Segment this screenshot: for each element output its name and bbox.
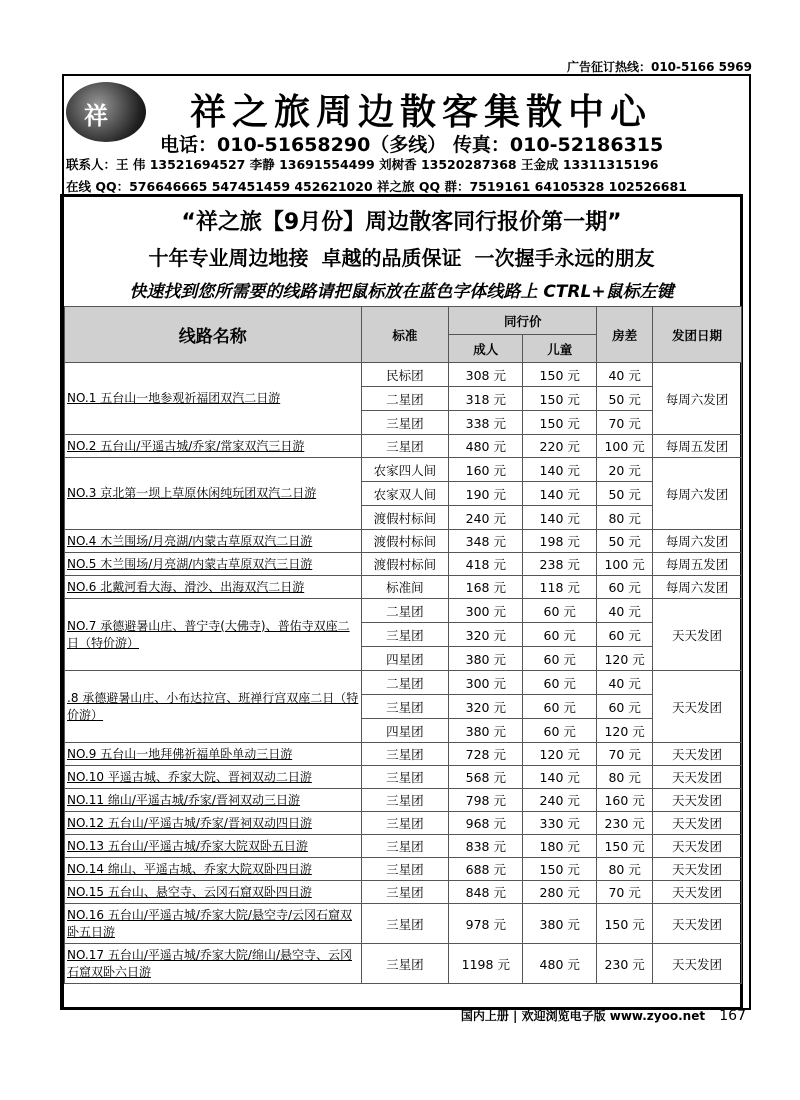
cell-departure: 天天发团	[653, 944, 742, 984]
cell-standard: 渡假村标间	[361, 530, 449, 553]
cell-room: 230 元	[597, 812, 653, 835]
table-row	[65, 363, 742, 387]
table-row	[65, 576, 742, 599]
cell-departure: 天天发团	[653, 599, 742, 671]
cell-standard: 农家双人间	[361, 482, 449, 506]
cell-adult: 380 元	[449, 719, 523, 743]
route-link[interactable]: NO.4 木兰围场/月亮湖/内蒙古草原双汽二日游	[65, 530, 362, 553]
route-link[interactable]: NO.1 五台山一地参观祈福团双汽二日游	[65, 363, 362, 435]
cell-child: 140 元	[523, 506, 597, 530]
cell-room: 50 元	[597, 482, 653, 506]
cell-room: 60 元	[597, 695, 653, 719]
cell-standard: 三星团	[361, 835, 449, 858]
cell-child: 180 元	[523, 835, 597, 858]
cell-adult: 848 元	[449, 881, 523, 904]
cell-departure: 天天发团	[653, 881, 742, 904]
header-route: 线路名称	[65, 307, 362, 363]
company-logo: 祥	[66, 82, 146, 142]
contacts-line: 联系人：王 伟 13521694527 李静 13691554499 刘树香 13520287368 王金成 13311315196	[66, 157, 659, 172]
route-link[interactable]: NO.13 五台山/平遥古城/乔家大院双卧五日游	[65, 835, 362, 858]
cell-standard: 三星团	[361, 435, 449, 458]
route-link[interactable]: NO.12 五台山/平遥古城/乔家/晋祠双动四日游	[65, 812, 362, 835]
cell-standard: 三星团	[361, 623, 449, 647]
cell-standard: 三星团	[361, 881, 449, 904]
cell-adult: 160 元	[449, 458, 523, 482]
phone-line: 电话：010-51658290（多线） 传真：010-52186315	[160, 134, 664, 156]
cell-room: 150 元	[597, 904, 653, 944]
cell-room: 70 元	[597, 881, 653, 904]
cell-standard: 三星团	[361, 766, 449, 789]
cell-child: 280 元	[523, 881, 597, 904]
cell-child: 330 元	[523, 812, 597, 835]
table-row	[65, 599, 742, 623]
route-link[interactable]: NO.6 北戴河看大海、滑沙、出海双汽二日游	[65, 576, 362, 599]
route-link[interactable]: NO.16 五台山/平遥古城/乔家大院/悬空寺/云冈石窟双卧五日游	[65, 904, 362, 944]
cell-departure: 天天发团	[653, 789, 742, 812]
route-link[interactable]: NO.15 五台山、悬空寺、云冈石窟双卧四日游	[65, 881, 362, 904]
cell-child: 60 元	[523, 623, 597, 647]
route-link[interactable]: NO.14 绵山、平遥古城、乔家大院双卧四日游	[65, 858, 362, 881]
cell-room: 120 元	[597, 719, 653, 743]
route-link[interactable]: NO.9 五台山一地拜佛祈福单卧单动三日游	[65, 743, 362, 766]
table-row	[65, 553, 742, 576]
route-link[interactable]: NO.11 绵山/平遥古城/乔家/晋祠双动三日游	[65, 789, 362, 812]
cell-adult: 168 元	[449, 576, 523, 599]
header-peer-price: 同行价	[449, 307, 597, 335]
cell-adult: 320 元	[449, 695, 523, 719]
cell-adult: 348 元	[449, 530, 523, 553]
cell-departure: 每周六发团	[653, 363, 742, 435]
cell-adult: 968 元	[449, 812, 523, 835]
table-row	[65, 858, 742, 881]
cell-standard: 三星团	[361, 904, 449, 944]
table-row	[65, 881, 742, 904]
cell-adult: 380 元	[449, 647, 523, 671]
cell-room: 80 元	[597, 506, 653, 530]
cell-adult: 320 元	[449, 623, 523, 647]
cell-child: 60 元	[523, 719, 597, 743]
cell-child: 150 元	[523, 363, 597, 387]
cell-room: 50 元	[597, 530, 653, 553]
route-link[interactable]: NO.2 五台山/平遥古城/乔家/常家双汽三日游	[65, 435, 362, 458]
header-room-diff: 房差	[597, 307, 653, 363]
cell-room: 120 元	[597, 647, 653, 671]
cell-adult: 568 元	[449, 766, 523, 789]
cell-standard: 二星团	[361, 387, 449, 411]
cell-departure: 每周六发团	[653, 576, 742, 599]
cell-room: 70 元	[597, 411, 653, 435]
cell-child: 140 元	[523, 482, 597, 506]
page-title: “祥之旅【9月份】周边散客同行报价第一期”	[181, 210, 622, 235]
cell-standard: 渡假村标间	[361, 553, 449, 576]
cell-room: 80 元	[597, 858, 653, 881]
cell-room: 70 元	[597, 743, 653, 766]
header	[64, 76, 749, 194]
company-name: 祥之旅周边散客集散中心	[190, 91, 653, 133]
cell-room: 50 元	[597, 387, 653, 411]
header-child: 儿童	[523, 335, 597, 363]
page-frame	[62, 74, 751, 1010]
table-row	[65, 789, 742, 812]
cell-departure: 天天发团	[653, 743, 742, 766]
cell-departure: 天天发团	[653, 766, 742, 789]
table-row	[65, 812, 742, 835]
cell-room: 160 元	[597, 789, 653, 812]
cell-departure: 每周五发团	[653, 553, 742, 576]
cell-room: 40 元	[597, 599, 653, 623]
footer	[461, 1007, 746, 1024]
cell-adult: 978 元	[449, 904, 523, 944]
cell-child: 120 元	[523, 743, 597, 766]
cell-child: 60 元	[523, 599, 597, 623]
cell-room: 40 元	[597, 671, 653, 695]
cell-room: 20 元	[597, 458, 653, 482]
cell-standard: 二星团	[361, 599, 449, 623]
cell-departure: 每周五发团	[653, 435, 742, 458]
cell-room: 100 元	[597, 553, 653, 576]
route-link[interactable]: NO.7 承德避暑山庄、普宁寺(大佛寺)、普佑寺双座二日（特价游）	[65, 599, 362, 671]
header-standard: 标准	[361, 307, 449, 363]
cell-child: 150 元	[523, 387, 597, 411]
table-row	[65, 944, 742, 984]
cell-adult: 318 元	[449, 387, 523, 411]
cell-standard: 民标团	[361, 363, 449, 387]
cell-adult: 1198 元	[449, 944, 523, 984]
notice: 快速找到您所需要的线路请把鼠标放在蓝色字体线路上 CTRL+鼠标左键	[129, 282, 674, 302]
cell-standard: 农家四人间	[361, 458, 449, 482]
cell-standard: 三星团	[361, 695, 449, 719]
header-adult: 成人	[449, 335, 523, 363]
slogan: 十年专业周边地接 卓越的品质保证 一次握手永远的朋友	[148, 246, 655, 270]
cell-room: 80 元	[597, 766, 653, 789]
cell-child: 150 元	[523, 411, 597, 435]
cell-child: 220 元	[523, 435, 597, 458]
cell-child: 150 元	[523, 858, 597, 881]
cell-child: 198 元	[523, 530, 597, 553]
footer-text: 国内上册 | 欢迎浏览电子版 www.zyoo.net	[460, 1009, 706, 1023]
table-row	[65, 835, 742, 858]
cell-adult: 838 元	[449, 835, 523, 858]
table-row	[65, 904, 742, 944]
cell-adult: 300 元	[449, 599, 523, 623]
cell-departure: 每周六发团	[653, 458, 742, 530]
route-link[interactable]: NO.10 平遥古城、乔家大院、晋祠双动二日游	[65, 766, 362, 789]
cell-departure: 天天发团	[653, 671, 742, 743]
table-row	[65, 458, 742, 482]
route-link[interactable]: NO.3 京北第一坝上草原休闲纯玩团双汽二日游	[65, 458, 362, 530]
header-departure: 发团日期	[653, 307, 742, 363]
cell-standard: 三星团	[361, 944, 449, 984]
table-row	[65, 743, 742, 766]
cell-departure: 天天发团	[653, 835, 742, 858]
cell-standard: 二星团	[361, 671, 449, 695]
ad-hotline: 广告征订热线：010-5166 5969	[566, 60, 752, 74]
table-row	[65, 766, 742, 789]
cell-adult: 190 元	[449, 482, 523, 506]
cell-child: 480 元	[523, 944, 597, 984]
cell-adult: 308 元	[449, 363, 523, 387]
cell-child: 118 元	[523, 576, 597, 599]
price-table	[64, 306, 742, 984]
cell-standard: 标准间	[361, 576, 449, 599]
cell-adult: 338 元	[449, 411, 523, 435]
cell-departure: 每周六发团	[653, 530, 742, 553]
route-link[interactable]: .8 承德避暑山庄、小布达拉宫、班禅行宫双座二日（特价游）	[65, 671, 362, 743]
cell-child: 238 元	[523, 553, 597, 576]
cell-adult: 300 元	[449, 671, 523, 695]
cell-child: 60 元	[523, 695, 597, 719]
cell-adult: 798 元	[449, 789, 523, 812]
cell-adult: 728 元	[449, 743, 523, 766]
cell-child: 240 元	[523, 789, 597, 812]
cell-standard: 三星团	[361, 858, 449, 881]
cell-room: 60 元	[597, 576, 653, 599]
table-row	[65, 671, 742, 695]
cell-standard: 三星团	[361, 789, 449, 812]
route-link[interactable]: NO.5 木兰围场/月亮湖/内蒙古草原双汽三日游	[65, 553, 362, 576]
route-link[interactable]: NO.17 五台山/平遥古城/乔家大院/绵山/悬空寺、云冈石窟双卧六日游	[65, 944, 362, 984]
cell-room: 40 元	[597, 363, 653, 387]
cell-standard: 渡假村标间	[361, 506, 449, 530]
cell-standard: 四星团	[361, 719, 449, 743]
cell-child: 60 元	[523, 647, 597, 671]
cell-departure: 天天发团	[653, 812, 742, 835]
cell-departure: 天天发团	[653, 858, 742, 881]
page-number: 167	[719, 1008, 746, 1024]
cell-child: 140 元	[523, 766, 597, 789]
table-row	[65, 530, 742, 553]
cell-adult: 418 元	[449, 553, 523, 576]
cell-room: 100 元	[597, 435, 653, 458]
cell-adult: 240 元	[449, 506, 523, 530]
cell-child: 380 元	[523, 904, 597, 944]
cell-standard: 四星团	[361, 647, 449, 671]
cell-room: 230 元	[597, 944, 653, 984]
qq-line: 在线 QQ：576646665 547451459 452621020 祥之旅 QQ 群：7519161 64105328 102526681	[66, 179, 687, 194]
cell-departure: 天天发团	[653, 904, 742, 944]
cell-adult: 480 元	[449, 435, 523, 458]
cell-child: 140 元	[523, 458, 597, 482]
table-row	[65, 435, 742, 458]
cell-adult: 688 元	[449, 858, 523, 881]
cell-standard: 三星团	[361, 411, 449, 435]
cell-standard: 三星团	[361, 743, 449, 766]
cell-room: 150 元	[597, 835, 653, 858]
cell-room: 60 元	[597, 623, 653, 647]
cell-child: 60 元	[523, 671, 597, 695]
price-section	[60, 194, 743, 1010]
cell-standard: 三星团	[361, 812, 449, 835]
